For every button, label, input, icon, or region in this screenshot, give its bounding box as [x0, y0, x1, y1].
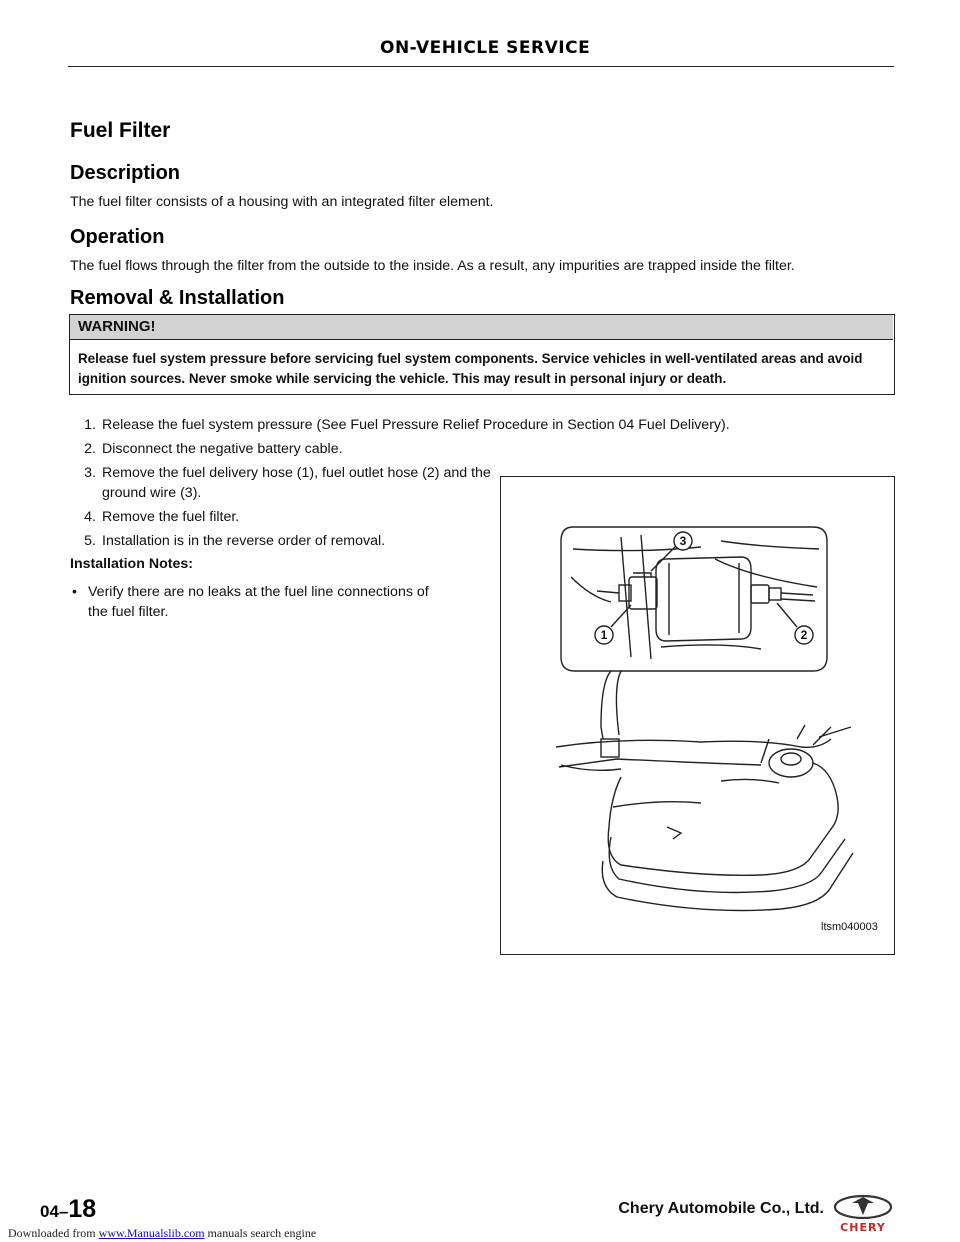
page-number	[40, 1195, 96, 1224]
step-text: Disconnect the negative battery cable.	[102, 441, 343, 457]
running-header: ON-VEHICLE SERVICE	[380, 38, 591, 58]
header-rule	[68, 66, 894, 67]
step-item	[72, 439, 497, 459]
download-footer	[8, 1226, 316, 1241]
step-text: Installation is in the reverse order of removal.	[102, 533, 386, 549]
warning-title: WARNING!	[70, 315, 893, 340]
bullet-icon: •	[72, 584, 77, 600]
heading-removal-installation: Removal & Installation	[70, 287, 285, 309]
fuel-filter-figure	[500, 476, 895, 955]
step-number: 5.	[84, 533, 96, 549]
step-item	[72, 531, 497, 551]
chery-logo-icon	[830, 1193, 896, 1235]
download-prefix: Downloaded from	[8, 1226, 99, 1240]
note-text: Verify there are no leaks at the fuel line connections of the fuel filter.	[88, 584, 429, 620]
callout-3: 3	[679, 534, 687, 548]
step-text: Release the fuel system pressure (See Fuel Pressure Relief Procedure in Section 04 Fuel Delivery).	[102, 417, 730, 433]
heading-description: Description	[70, 162, 181, 184]
section-number: 04–	[40, 1202, 69, 1221]
page-digits: 18	[68, 1195, 97, 1223]
section-title-fuel-filter: Fuel Filter	[70, 119, 171, 142]
step-item	[72, 507, 497, 527]
callout-2: 2	[800, 628, 808, 642]
step-item	[72, 463, 497, 503]
logo-text: CHERY	[840, 1221, 886, 1234]
manualslib-link[interactable]: www.Manualslib.com	[98, 1226, 205, 1240]
figure-code: ltsm040003	[821, 921, 878, 933]
warning-text: Release fuel system pressure before servicing fuel system components. Service vehicles in well-ventilated areas and avoid ignition sources. Never smoke while servicing the vehicle. This may result in personal injury or death.	[78, 351, 863, 386]
fuel-filter-illustration	[501, 477, 894, 954]
step-text: Remove the fuel filter.	[102, 509, 240, 525]
step-text: Remove the fuel delivery hose (1), fuel outlet hose (2) and the ground wire (3).	[102, 465, 491, 501]
chery-logo	[830, 1193, 896, 1240]
description-text: The fuel filter consists of a housing with an integrated filter element.	[70, 194, 494, 210]
step-number: 4.	[84, 509, 96, 525]
installation-note	[72, 582, 452, 622]
warning-box	[69, 314, 895, 395]
callout-1: 1	[600, 628, 608, 642]
installation-notes-label: Installation Notes:	[70, 556, 193, 572]
step-item	[72, 415, 902, 435]
operation-text: The fuel flows through the filter from the outside to the inside. As a result, any impurities are trapped inside the filter.	[70, 258, 795, 274]
heading-operation: Operation	[70, 226, 165, 248]
step-number: 2.	[84, 441, 96, 457]
step-number: 1.	[84, 417, 96, 433]
step-number: 3.	[84, 465, 96, 481]
download-suffix: manuals search engine	[204, 1226, 317, 1240]
company-name: Chery Automobile Co., Ltd.	[618, 1200, 824, 1217]
